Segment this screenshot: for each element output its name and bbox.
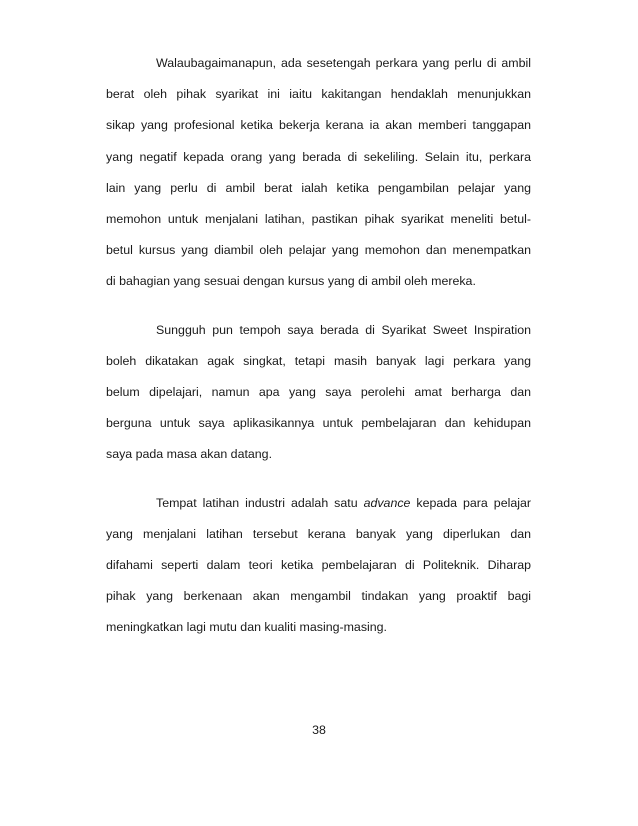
- text-line: memohon untuk menjalani latihan, pastikan pihak syarikat meneliti betul-: [106, 212, 531, 227]
- paragraph-2: [106, 315, 531, 471]
- text-line: yang negatif kepada orang yang berada di sekeliling. Selain itu, perkara: [106, 149, 531, 164]
- text-line: yang menjalani latihan tersebut kerana banyak yang diperlukan dan: [106, 526, 531, 541]
- paragraph-1: [106, 48, 531, 298]
- text-line: sikap yang profesional ketika bekerja kerana ia akan memberi tanggapan: [106, 118, 531, 133]
- text-line: saya pada masa akan datang.: [106, 447, 273, 462]
- text-line-first: [106, 488, 531, 519]
- emphasis-term: advance: [363, 495, 411, 510]
- text-line: di bahagian yang sesuai dengan kursus yang di ambil oleh mereka.: [106, 274, 476, 289]
- paragraph-3: [106, 488, 531, 644]
- page-number: 38: [312, 723, 326, 737]
- body-text: [106, 48, 531, 644]
- text-line: berguna untuk saya aplikasikannya untuk pembelajaran dan kehidupan: [106, 416, 531, 431]
- text-line: lain yang perlu di ambil berat ialah ketika pengambilan pelajar yang: [106, 180, 531, 195]
- text-line: Walaubagaimanapun, ada sesetengah perkara yang perlu di ambil: [156, 56, 531, 70]
- text-line: difahami seperti dalam teori ketika pembelajaran di Politeknik. Diharap: [106, 558, 531, 573]
- text-line: berat oleh pihak syarikat ini iaitu kakitangan hendaklah menunjukkan: [106, 87, 531, 102]
- text-fragment: kepada para pelajar: [410, 495, 531, 510]
- text-line: pihak yang berkenaan akan mengambil tindakan yang proaktif bagi: [106, 589, 531, 604]
- text-fragment: Tempat latihan industri adalah satu: [156, 495, 364, 510]
- text-line: meningkatkan lagi mutu dan kualiti masing-masing.: [106, 620, 387, 635]
- text-line: boleh dikatakan agak singkat, tetapi masih banyak lagi perkara yang: [106, 353, 531, 368]
- text-line: belum dipelajari, namun apa yang saya perolehi amat berharga dan: [106, 385, 531, 400]
- text-line: Sungguh pun tempoh saya berada di Syarikat Sweet Inspiration: [156, 322, 531, 337]
- text-line: betul kursus yang diambil oleh pelajar yang memohon dan menempatkan: [106, 243, 531, 258]
